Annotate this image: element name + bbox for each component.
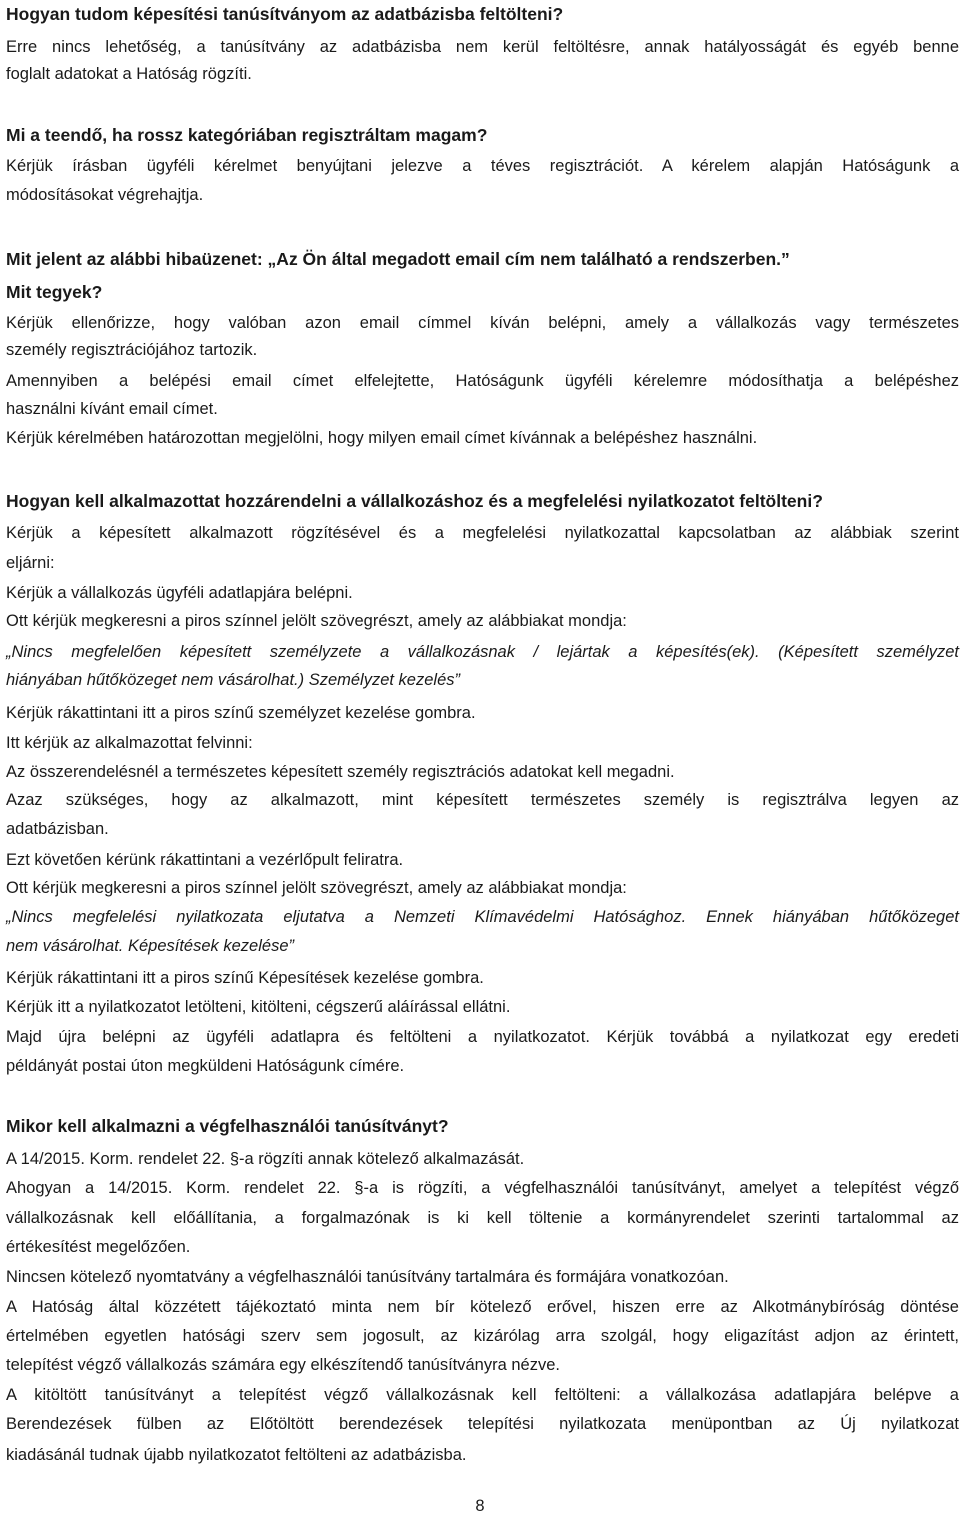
paragraph-line: Itt kérjük az alkalmazottat felvinni: xyxy=(6,734,253,752)
paragraph-line: Kérjük ellenőrizze, hogy valóban azon email címmel kíván belépni, amely a vállalkozás vagy természetes xyxy=(6,314,959,332)
paragraph-line: Ott kérjük megkeresni a piros színnel jelölt szövegrészt, amely az alábbiakat mondja: xyxy=(6,612,627,630)
paragraph-line: A 14/2015. Korm. rendelet 22. §-a rögzíti annak kötelező alkalmazását. xyxy=(6,1150,525,1168)
paragraph-line: Majd újra belépni az ügyféli adatlapra és feltölteni a nyilatkozatot. Kérjük továbbá a nyilatkozat egy eredeti xyxy=(6,1028,959,1046)
heading-wrong-category: Mi a teendő, ha rossz kategóriában regisztráltam magam? xyxy=(6,125,488,145)
heading-end-user-certificate: Mikor kell alkalmazni a végfelhasználói tanúsítványt? xyxy=(6,1116,449,1136)
paragraph-line: Azaz szükséges, hogy az alkalmazott, mint képesített természetes személy is regisztrálva legyen az xyxy=(6,791,959,809)
paragraph-line: Kérjük a képesített alkalmazott rögzítésével és a megfelelési nyilatkozattal kapcsolatban az alábbiak szerint xyxy=(6,524,959,542)
heading-assign-employee: Hogyan kell alkalmazottat hozzárendelni a vállalkozáshoz és a megfelelési nyilatkozatot feltölteni? xyxy=(6,491,823,511)
paragraph-line: kiadásánál tudnak újabb nyilatkozatot feltölteni az adatbázisba. xyxy=(6,1446,467,1464)
quoted-message-line: hiányában hűtőközeget nem vásárolhat.) Személyzet kezelés” xyxy=(6,671,460,689)
paragraph-line: A kitöltött tanúsítványt a telepítést végző vállalkozásnak kell feltölteni: a vállalkozása adatlapjára belépve a xyxy=(6,1386,959,1404)
paragraph-line: A Hatóság által közzétett tájékoztató minta nem bír kötelező erővel, hiszen erre az Alkotmánybíróság döntése xyxy=(6,1298,959,1316)
page-number: 8 xyxy=(475,1497,485,1515)
paragraph-line: Amennyiben a belépési email címet elfelejtette, Hatóságunk ügyféli kérelemre módosíthatja a belépéshez xyxy=(6,372,959,390)
quoted-message-line: nem vásárolhat. Képesítések kezelése” xyxy=(6,937,294,955)
paragraph-line: Nincsen kötelező nyomtatvány a végfelhasználói tanúsítvány tartalmára és formájára vonatkozóan. xyxy=(6,1268,729,1286)
paragraph-line: Kérjük rákattintani itt a piros színű személyzet kezelése gombra. xyxy=(6,704,476,722)
paragraph-line: használni kívánt email címet. xyxy=(6,400,218,418)
paragraph-line: Ott kérjük megkeresni a piros színnel jelölt szövegrészt, amely az alábbiakat mondja: xyxy=(6,879,627,897)
paragraph-line: adatbázisban. xyxy=(6,820,109,838)
paragraph-line: értékesítést megelőzően. xyxy=(6,1238,191,1256)
paragraph-line: Az összerendelésnél a természetes képesített személy regisztrációs adatokat kell megadni. xyxy=(6,763,675,781)
paragraph-line: Ezt követően kérünk rákattintani a vezérlőpult feliratra. xyxy=(6,851,404,869)
heading-error-message-cont: Mit tegyek? xyxy=(6,282,103,302)
heading-certificate-upload: Hogyan tudom képesítési tanúsítványom az adatbázisba feltölteni? xyxy=(6,4,564,24)
quoted-message-line: „Nincs megfelelési nyilatkozata eljutatva a Nemzeti Klímavédelmi Hatósághoz. Ennek hiányában hűtőközeget xyxy=(6,908,959,926)
paragraph-line: értelmében egyetlen hatósági szerv sem jogosult, az kizárólag arra szolgál, hogy eligazítást adjon az érintett, xyxy=(6,1327,959,1345)
heading-error-message: Mit jelent az alábbi hibaüzenet: „Az Ön által megadott email cím nem található a rendszerben.” xyxy=(6,249,790,269)
paragraph-line: eljárni: xyxy=(6,554,55,572)
paragraph-line: telepítést végző vállalkozás számára egy elkészítendő tanúsítványra nézve. xyxy=(6,1356,560,1374)
paragraph-line: foglalt adatokat a Hatóság rögzíti. xyxy=(6,65,252,83)
paragraph-line: Kérjük írásban ügyféli kérelmet benyújtani jelezve a téves regisztrációt. A kérelem alapján Hatóságunk a xyxy=(6,157,959,175)
paragraph-line: személy regisztrációjához tartozik. xyxy=(6,341,258,359)
quoted-message-line: „Nincs megfelelően képesített személyzete a vállalkozásnak / lejártak a képesítés(ek). (Képesített személyzet xyxy=(6,643,959,661)
paragraph-line: Kérjük rákattintani itt a piros színű Képesítések kezelése gombra. xyxy=(6,969,484,987)
paragraph-line: módosításokat végrehajtja. xyxy=(6,186,204,204)
paragraph-line: Kérjük kérelmében határozottan megjelölni, hogy milyen email címet kívánnak a belépéshez használni. xyxy=(6,429,758,447)
paragraph-line: Ahogyan a 14/2015. Korm. rendelet 22. §-a is rögzíti, a végfelhasználói tanúsítványt, amelyet a telepítést végző xyxy=(6,1179,959,1197)
paragraph-line: Erre nincs lehetőség, a tanúsítvány az adatbázisba nem kerül feltöltésre, annak hatályosságát és egyéb benne xyxy=(6,38,959,56)
paragraph-line: vállalkozásnak kell előállítania, a forgalmazónak is ki kell töltenie a kormányrendelet szerinti tartalommal az xyxy=(6,1209,959,1227)
paragraph-line: Berendezések fülben az Előtöltött berendezések telepítési nyilatkozata menüpontban az Új nyilatkozat xyxy=(6,1415,959,1433)
paragraph-line: Kérjük a vállalkozás ügyféli adatlapjára belépni. xyxy=(6,584,353,602)
paragraph-line: Kérjük itt a nyilatkozatot letölteni, kitölteni, cégszerű aláírással ellátni. xyxy=(6,998,511,1016)
paragraph-line: példányát postai úton megküldeni Hatóságunk címére. xyxy=(6,1057,405,1075)
